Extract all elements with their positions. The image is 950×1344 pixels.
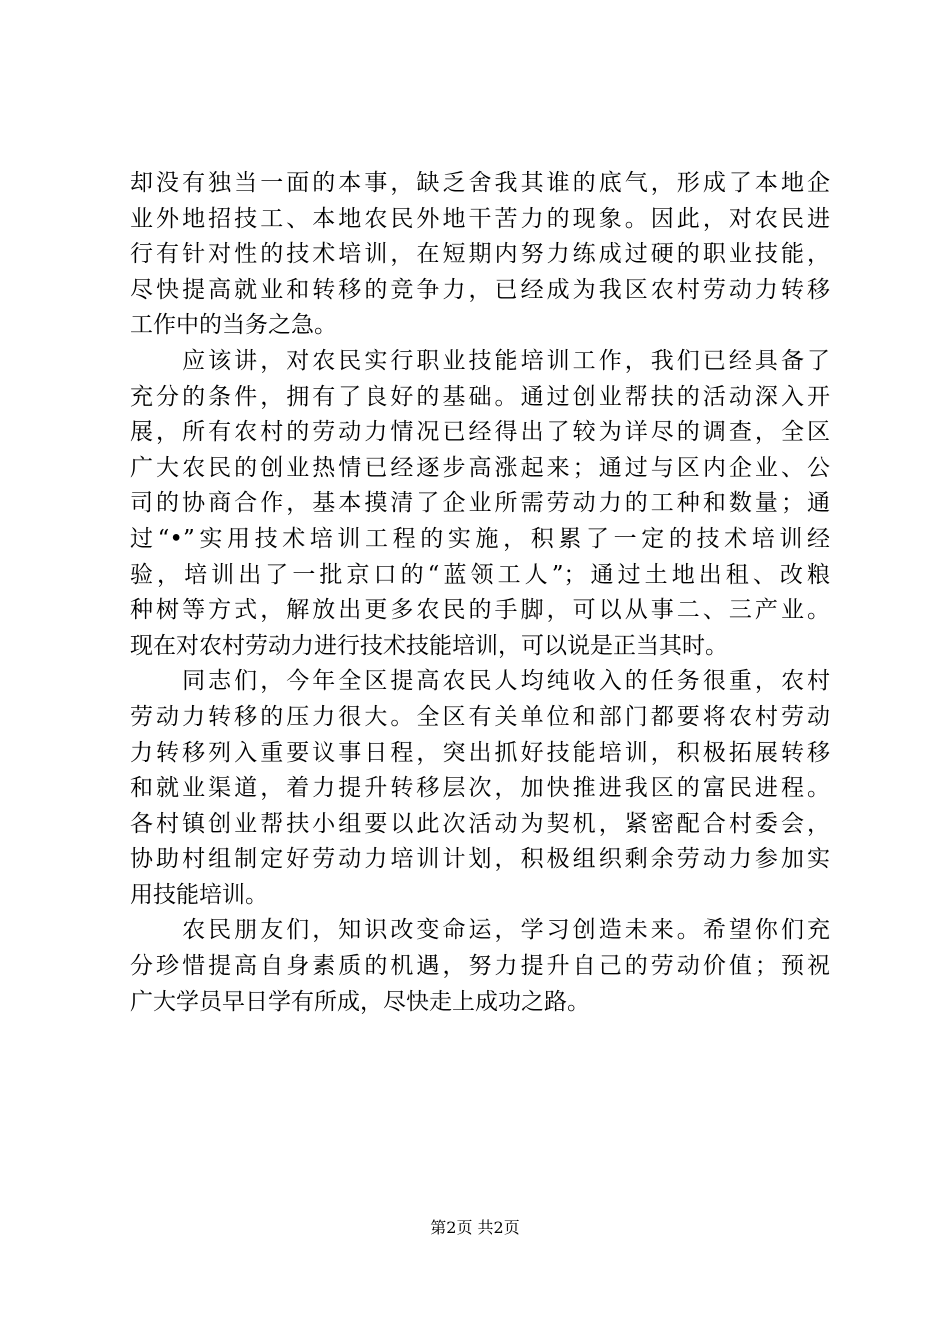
text-line: 广大学员早日学有所成，尽快走上成功之路。 bbox=[130, 988, 590, 1015]
text-line: 各村镇创业帮扶小组要以此次活动为契机，紧密配合村委会， bbox=[130, 810, 830, 837]
text-line: 分珍惜提高自身素质的机遇，努力提升自己的劳动价值；预祝 bbox=[130, 953, 830, 980]
text-line: 工作中的当务之急。 bbox=[130, 312, 337, 339]
text-line: 行有针对性的技术培训，在短期内努力练成过硬的职业技能， bbox=[130, 241, 830, 268]
paragraph bbox=[130, 664, 830, 913]
text-line: 农民朋友们，知识改变命运，学习创造未来。希望你们充 bbox=[130, 917, 830, 944]
text-line: 现在对农村劳动力进行技术技能培训，可以说是正当其时。 bbox=[130, 632, 728, 659]
text-line: 力转移列入重要议事日程，突出抓好技能培训，积极拓展转移 bbox=[130, 739, 830, 766]
text-line: 种树等方式，解放出更多农民的手脚，可以从事二、三产业。 bbox=[130, 597, 830, 624]
paragraph bbox=[130, 166, 830, 344]
text-line: 应该讲，对农民实行职业技能培训工作，我们已经具备了 bbox=[130, 347, 830, 374]
text-line: 协助村组制定好劳动力培训计划，积极组织剩余劳动力参加实 bbox=[130, 846, 830, 873]
text-line: 过“•”实用技术培训工程的实施，积累了一定的技术培训经 bbox=[130, 525, 830, 552]
text-line: 却没有独当一面的本事，缺乏舍我其谁的底气，形成了本地企 bbox=[130, 170, 830, 196]
paragraph bbox=[130, 913, 830, 1020]
text-line: 劳动力转移的压力很大。全区有关单位和部门都要将农村劳动 bbox=[130, 703, 830, 730]
text-line: 广大农民的创业热情已经逐步高涨起来；通过与区内企业、公 bbox=[130, 454, 830, 481]
text-line: 司的协商合作，基本摸清了企业所需劳动力的工种和数量；通 bbox=[130, 490, 830, 517]
page-footer: 第2页 共2页 bbox=[430, 1218, 520, 1237]
text-line: 尽快提高就业和转移的竞争力，已经成为我区农村劳动力转移 bbox=[130, 276, 830, 303]
text-line: 用技能培训。 bbox=[130, 881, 268, 908]
text-line: 同志们，今年全区提高农民人均纯收入的任务很重，农村 bbox=[130, 668, 830, 695]
document-body bbox=[130, 166, 830, 1020]
text-line: 验，培训出了一批京口的“蓝领工人”；通过土地出租、改粮 bbox=[130, 561, 830, 588]
text-line: 和就业渠道，着力提升转移层次，加快推进我区的富民进程。 bbox=[130, 775, 830, 802]
text-line: 充分的条件，拥有了良好的基础。通过创业帮扶的活动深入开 bbox=[130, 383, 830, 410]
paragraph bbox=[130, 344, 830, 664]
text-line: 展，所有农村的劳动力情况已经得出了较为详尽的调查，全区 bbox=[130, 419, 830, 446]
text-line: 业外地招技工、本地农民外地干苦力的现象。因此，对农民进 bbox=[130, 205, 830, 232]
